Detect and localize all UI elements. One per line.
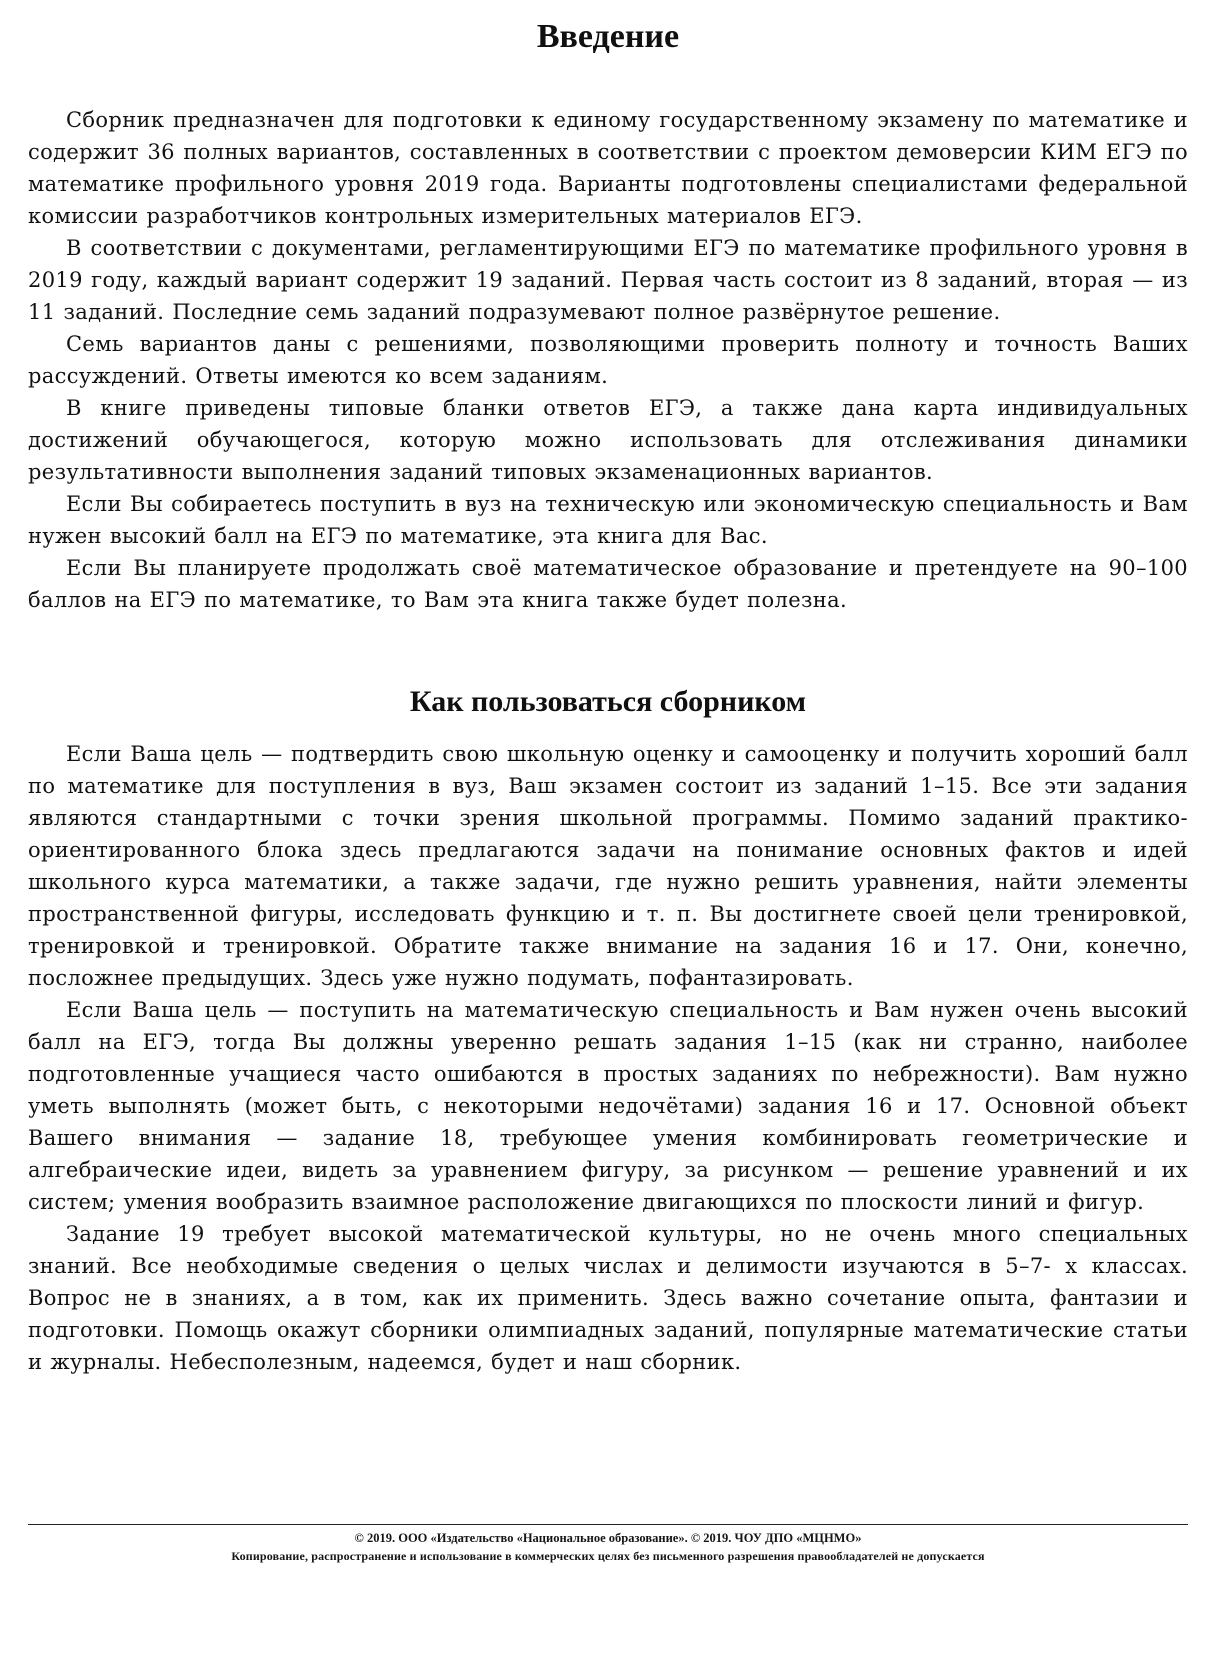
copying-notice: Копирование, распространение и использование в коммерческих целях без письменного разрешения правообладателей не допускается [231, 1549, 985, 1563]
intro-title: Введение [536, 18, 680, 55]
intro-section [28, 104, 1188, 616]
howto-paragraph-1: Если Ваша цель — подтвердить свою школьную оценку и самооценку и получить хороший балл по математике для поступления в вуз, Ваш экзамен состоит из заданий 1–15. Все эти задания являются стандартными с точки зрения школьной программы. Помимо заданий практико-ориентированного блока здесь предлагаются задачи на понимание основных фактов и идей школьного курса математики, а также задачи, где нужно решить уравнения, найти элементы пространственной фигуры, исследовать функцию и т. п. Вы достигнете своей цели тренировкой, тренировкой и тренировкой. Обратите также внимание на задания 16 и 17. Они, конечно, посложнее предыдущих. Здесь уже нужно подумать, пофантазировать. [28, 742, 1188, 990]
intro-paragraph-1: Сборник предназначен для подготовки к единому государственному экзамену по математике и содержит 36 полных вариантов, составленных в соответствии с проектом демоверсии КИМ ЕГЭ по математике профильного уровня 2019 года. Варианты подготовлены специалистами федеральной комиссии разработчиков контрольных измерительных материалов ЕГЭ. [28, 108, 1188, 228]
intro-paragraph-6: Если Вы планируете продолжать своё математическое образование и претендуете на 90–100 баллов на ЕГЭ по математике, то Вам эта книга также будет полезна. [28, 556, 1188, 612]
intro-paragraph-3: Семь вариантов даны с решениями, позволяющими проверить полноту и точность Ваших рассуждений. Ответы имеются ко всем заданиям. [28, 332, 1188, 388]
intro-paragraph-2: В соответствии с документами, регламентирующими ЕГЭ по математике профильного уровня в 2019 году, каждый вариант содержит 19 заданий. Первая часть состоит из 8 заданий, вторая — из 11 заданий. Последние семь заданий подразумевают полное развёрнутое решение. [28, 236, 1188, 324]
copyright-footer [28, 1524, 1188, 1565]
howto-title: Как пользоваться сборником [409, 685, 807, 718]
howto-section [28, 738, 1188, 1378]
howto-paragraph-2: Если Ваша цель — поступить на математическую специальность и Вам нужен очень высокий балл на ЕГЭ, тогда Вы должны уверенно решать задания 1–15 (как ни странно, наиболее подготовленные учащиеся часто ошибаются в простых заданиях по небрежности). Вам нужно уметь выполнять (может быть, с некоторыми недочётами) задания 16 и 17. Основной объект Вашего внимания — задание 18, требующее умения комбинировать геометрические и алгебраические идеи, видеть за уравнением фигуру, за рисунком — решение уравнений и их систем; умения вообразить взаимное расположение двигающихся по плоскости линий и фигур. [28, 998, 1188, 1214]
intro-paragraph-5: Если Вы собираетесь поступить в вуз на техническую или экономическую специальность и Вам нужен высокий балл на ЕГЭ по математике, эта книга для Вас. [28, 492, 1188, 548]
howto-paragraph-3: Задание 19 требует высокой математической культуры, но не очень много специальных знаний. Все необходимые сведения о целых числах и делимости изучаются в 5–7- х классах. Вопрос не в знаниях, а в том, как их применить. Здесь важно сочетание опыта, фантазии и подготовки. Помощь окажут сборники олимпиадных заданий, популярные математические статьи и журналы. Небесполезным, надеемся, будет и наш сборник. [28, 1222, 1188, 1374]
page-content [28, 14, 1188, 1378]
intro-paragraph-4: В книге приведены типовые бланки ответов ЕГЭ, а также дана карта индивидуальных достижений обучающегося, которую можно использовать для отслеживания динамики результативности выполнения заданий типовых экзаменационных вариантов. [28, 396, 1188, 484]
copyright-line: © 2019. ООО «Издательство «Национальное образование». © 2019. ЧОУ ДПО «МЦНМО» [354, 1531, 862, 1545]
